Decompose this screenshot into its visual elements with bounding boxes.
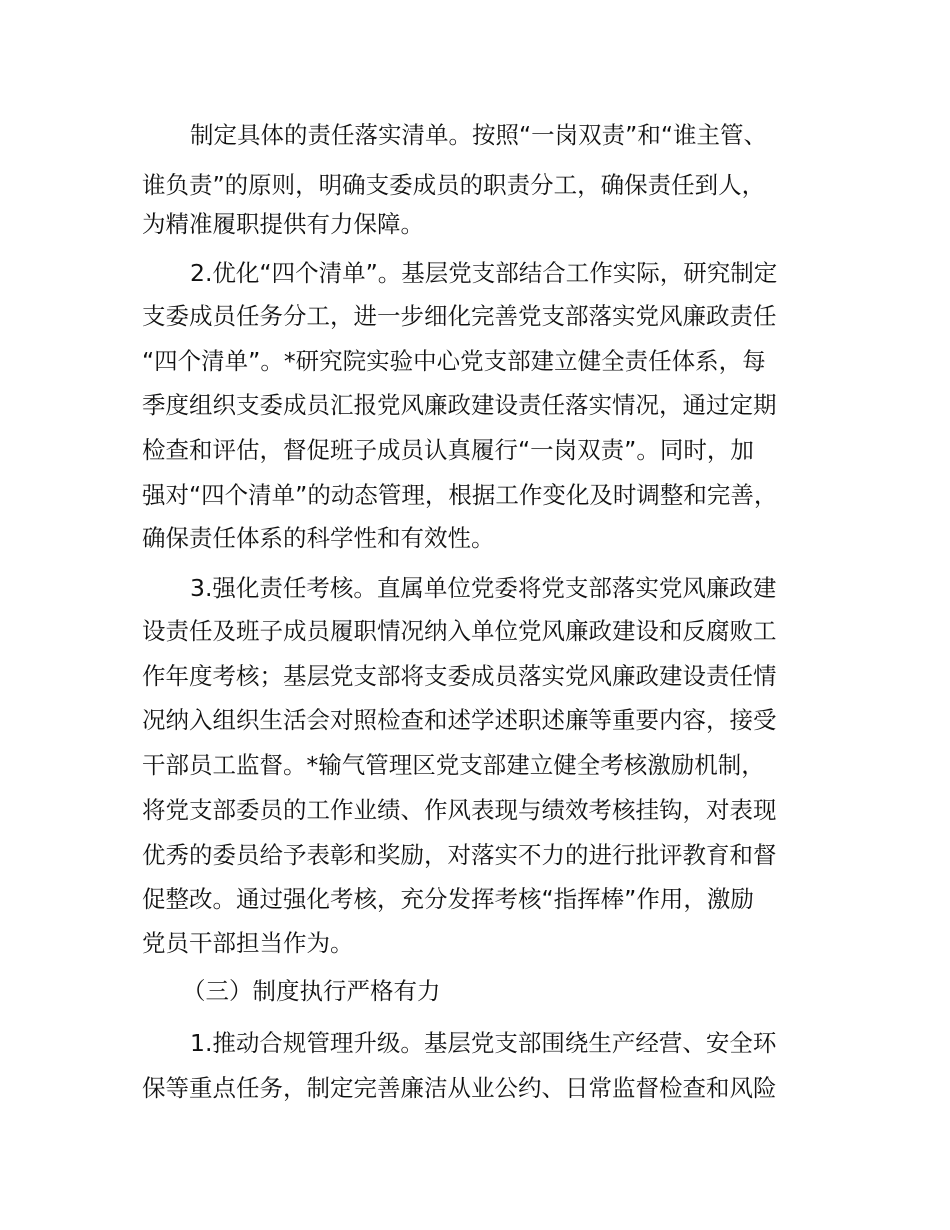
text-line-3: 为精准履职提供有力保障。 [142, 210, 424, 238]
text-line-12: 设责任及班子成员履职情况纳入单位党风廉政建设和反腐败工 [142, 617, 777, 645]
text-line-10: 确保责任体系的科学性和有效性。 [142, 524, 495, 552]
section-heading: （三）制度执行严格有力 [182, 977, 441, 1005]
text-line-4: 2.优化“四个清单”。基层党支部结合工作实际，研究制定 [190, 259, 778, 287]
text-line-5: 支委成员任务分工，进一步细化完善党支部落实党风廉政责任 [142, 302, 777, 330]
text-line-14: 况纳入组织生活会对照检查和述学述职述廉等重要内容，接受 [142, 706, 777, 734]
text-line-15: 干部员工监督。*输气管理区党支部建立健全考核激励机制， [142, 751, 765, 779]
text-line-17: 优秀的委员给予表彰和奖励，对落实不力的进行批评教育和督 [142, 841, 777, 869]
text-line-18: 促整改。通过强化考核，充分发挥考核“指挥棒”作用，激励 [142, 885, 754, 913]
text-line-21: 1.推动合规管理升级。基层党支部围绕生产经营、安全环 [190, 1029, 777, 1057]
text-line-9: 强对“四个清单”的动态管理，根据工作变化及时调整和完善， [142, 481, 778, 509]
text-line-6: “四个清单”。*研究院实验中心党支部建立健全责任体系，每 [142, 347, 766, 375]
text-line-7: 季度组织支委成员汇报党风廉政建设责任落实情况，通过定期 [142, 391, 777, 419]
text-line-22: 保等重点任务，制定完善廉洁从业公约、日常监督检查和风险 [142, 1074, 777, 1102]
text-line-8: 检查和评估，督促班子成员认真履行“一岗双责”。同时，加 [142, 436, 754, 464]
text-line-11: 3.强化责任考核。直属单位党委将党支部落实党风廉政建 [190, 574, 777, 602]
text-line-2: 谁负责”的原则，明确支委成员的职责分工，确保责任到人， [142, 171, 766, 199]
text-line-13: 作年度考核；基层党支部将支委成员落实党风廉政建设责任情 [142, 662, 777, 690]
text-line-19: 党员干部担当作为。 [142, 929, 354, 957]
text-line-16: 将党支部委员的工作业绩、作风表现与绩效考核挂钩，对表现 [142, 796, 777, 824]
text-line-1: 制定具体的责任落实清单。按照“一岗双责”和“谁主管、 [190, 121, 768, 149]
